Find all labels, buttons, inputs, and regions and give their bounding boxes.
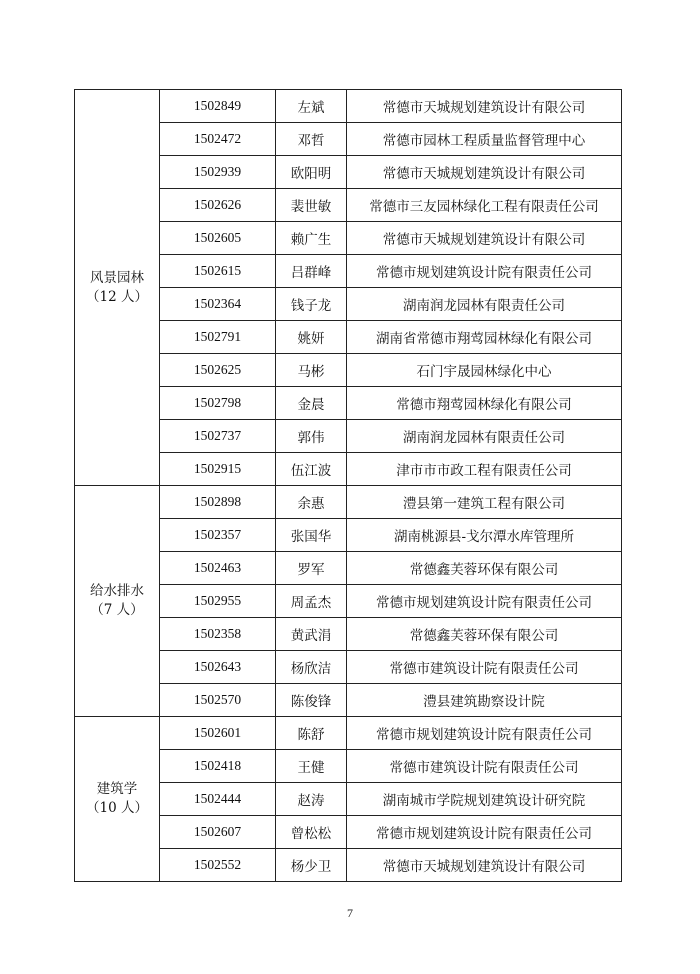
person-name-cell: 杨少卫 xyxy=(276,849,347,882)
person-name-cell: 罗军 xyxy=(276,552,347,585)
person-name-cell: 周孟杰 xyxy=(276,585,347,618)
table-row xyxy=(75,717,622,750)
cert-number-cell: 1502570 xyxy=(160,684,276,717)
cert-number-cell: 1502915 xyxy=(160,453,276,486)
table-row xyxy=(75,486,622,519)
organization-cell: 津市市市政工程有限责任公司 xyxy=(347,453,622,486)
cert-number-cell: 1502605 xyxy=(160,222,276,255)
cert-number-cell: 1502364 xyxy=(160,288,276,321)
personnel-table xyxy=(74,89,622,882)
organization-cell: 湖南润龙园林有限责任公司 xyxy=(347,288,622,321)
person-name-cell: 陈俊锋 xyxy=(276,684,347,717)
person-name-cell: 马彬 xyxy=(276,354,347,387)
organization-cell: 常德市规划建筑设计院有限责任公司 xyxy=(347,585,622,618)
person-name-cell: 钱子龙 xyxy=(276,288,347,321)
person-name-cell: 吕群峰 xyxy=(276,255,347,288)
cert-number-cell: 1502472 xyxy=(160,123,276,156)
organization-cell: 湖南城市学院规划建筑设计研究院 xyxy=(347,783,622,816)
organization-cell: 常德市天城规划建筑设计有限公司 xyxy=(347,849,622,882)
organization-cell: 常德市翔莺园林绿化有限公司 xyxy=(347,387,622,420)
cert-number-cell: 1502849 xyxy=(160,90,276,123)
organization-cell: 常德市规划建筑设计院有限责任公司 xyxy=(347,816,622,849)
cert-number-cell: 1502358 xyxy=(160,618,276,651)
organization-cell: 澧县建筑勘察设计院 xyxy=(347,684,622,717)
cert-number-cell: 1502607 xyxy=(160,816,276,849)
person-name-cell: 杨欣洁 xyxy=(276,651,347,684)
table-row xyxy=(75,90,622,123)
person-name-cell: 金晨 xyxy=(276,387,347,420)
organization-cell: 常德市规划建筑设计院有限责任公司 xyxy=(347,255,622,288)
organization-cell: 常德市天城规划建筑设计有限公司 xyxy=(347,156,622,189)
organization-cell: 石门宇晟园林绿化中心 xyxy=(347,354,622,387)
organization-cell: 湖南省常德市翔莺园林绿化有限公司 xyxy=(347,321,622,354)
category-count: （10 人） xyxy=(86,800,148,816)
category-count: （12 人） xyxy=(86,288,148,305)
organization-cell: 常德市规划建筑设计院有限责任公司 xyxy=(347,717,622,750)
person-name-cell: 余惠 xyxy=(276,486,347,519)
cert-number-cell: 1502357 xyxy=(160,519,276,552)
category-name: 给水排水 xyxy=(90,583,144,599)
person-name-cell: 赵涛 xyxy=(276,783,347,816)
organization-cell: 常德市园林工程质量监督管理中心 xyxy=(347,123,622,156)
personnel-table-body xyxy=(75,90,622,882)
cert-number-cell: 1502737 xyxy=(160,420,276,453)
organization-cell: 湖南桃源县-戈尔潭水库管理所 xyxy=(347,519,622,552)
cert-number-cell: 1502626 xyxy=(160,189,276,222)
cert-number-cell: 1502898 xyxy=(160,486,276,519)
cert-number-cell: 1502463 xyxy=(160,552,276,585)
organization-cell: 常德鑫芙蓉环保有限公司 xyxy=(347,618,622,651)
organization-cell: 常德市天城规划建筑设计有限公司 xyxy=(347,222,622,255)
page-number: 7 xyxy=(347,906,353,920)
person-name-cell: 黄武涓 xyxy=(276,618,347,651)
organization-cell: 常德鑫芙蓉环保有限公司 xyxy=(347,552,622,585)
cert-number-cell: 1502798 xyxy=(160,387,276,420)
person-name-cell: 陈舒 xyxy=(276,717,347,750)
person-name-cell: 郭伟 xyxy=(276,420,347,453)
person-name-cell: 左斌 xyxy=(276,90,347,123)
category-name: 建筑学 xyxy=(96,781,138,797)
cert-number-cell: 1502791 xyxy=(160,321,276,354)
organization-cell: 澧县第一建筑工程有限公司 xyxy=(347,486,622,519)
person-name-cell: 姚妍 xyxy=(276,321,347,354)
cert-number-cell: 1502955 xyxy=(160,585,276,618)
organization-cell: 常德市天城规划建筑设计有限公司 xyxy=(347,90,622,123)
cert-number-cell: 1502418 xyxy=(160,750,276,783)
organization-cell: 常德市三友园林绿化工程有限责任公司 xyxy=(347,189,622,222)
person-name-cell: 邓哲 xyxy=(276,123,347,156)
cert-number-cell: 1502552 xyxy=(160,849,276,882)
person-name-cell: 裴世敏 xyxy=(276,189,347,222)
cert-number-cell: 1502615 xyxy=(160,255,276,288)
cert-number-cell: 1502939 xyxy=(160,156,276,189)
category-count: （7 人） xyxy=(90,602,144,618)
category-cell xyxy=(75,486,160,717)
person-name-cell: 张国华 xyxy=(276,519,347,552)
person-name-cell: 赖广生 xyxy=(276,222,347,255)
person-name-cell: 伍江波 xyxy=(276,453,347,486)
organization-cell: 常德市建筑设计院有限责任公司 xyxy=(347,750,622,783)
cert-number-cell: 1502643 xyxy=(160,651,276,684)
person-name-cell: 欧阳明 xyxy=(276,156,347,189)
organization-cell: 湖南润龙园林有限责任公司 xyxy=(347,420,622,453)
cert-number-cell: 1502444 xyxy=(160,783,276,816)
category-cell xyxy=(75,717,160,882)
category-cell xyxy=(75,90,160,486)
category-name: 风景园林 xyxy=(90,269,144,286)
person-name-cell: 王健 xyxy=(276,750,347,783)
cert-number-cell: 1502601 xyxy=(160,717,276,750)
cert-number-cell: 1502625 xyxy=(160,354,276,387)
person-name-cell: 曾松松 xyxy=(276,816,347,849)
organization-cell: 常德市建筑设计院有限责任公司 xyxy=(347,651,622,684)
